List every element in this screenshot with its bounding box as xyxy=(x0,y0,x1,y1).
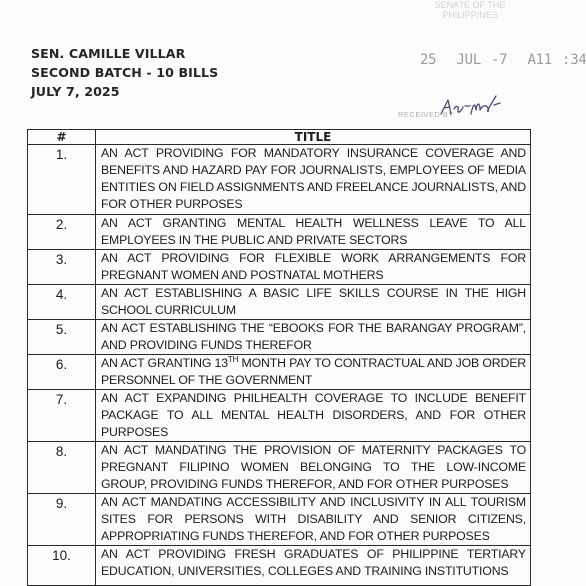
bill-title: AN ACT MANDATING THE PROVISION OF MATERNITY PACKAGES TO PREGNANT FILIPINO WOMEN BELONGING TO THE LOW-INCOME GROUP, PROVIDING FUNDS THEREFOR, AND FOR OTHER PURPOSES xyxy=(96,442,531,494)
column-header-title: TITLE xyxy=(96,130,531,145)
table-row xyxy=(28,320,531,355)
bill-number: 9. xyxy=(28,494,96,546)
document-date: JULY 7, 2025 xyxy=(31,84,120,99)
table-row xyxy=(28,390,531,442)
document-header xyxy=(31,44,218,101)
table-row xyxy=(28,494,531,546)
bill-title: AN ACT ESTABLISHING THE “EBOOKS FOR THE BARANGAY PROGRAM”, AND PROVIDING FUNDS THEREFOR xyxy=(96,320,531,355)
column-header-number: # xyxy=(28,130,96,145)
bill-title: AN ACT PROVIDING FOR FLEXIBLE WORK ARRANGEMENTS FOR PREGNANT WOMEN AND POSTNATAL MOTHERS xyxy=(96,250,531,285)
bill-number: 3. xyxy=(28,250,96,285)
bill-title: AN ACT EXPANDING PHILHEALTH COVERAGE TO INCLUDE BENEFIT PACKAGE TO ALL MENTAL HEALTH DISORDERS, AND FOR OTHER PURPOSES xyxy=(96,390,531,442)
batch-label: SECOND BATCH - 10 BILLS xyxy=(31,65,219,80)
bill-title: AN ACT MANDATING ACCESSIBILITY AND INCLUSIVITY IN ALL TOURISM SITES FOR PERSONS WITH DISABILITY AND SENIOR CITIZENS, APPROPRIATING FUNDS THEREFOR, AND FOR OTHER PURPOSES xyxy=(96,494,531,546)
bill-title: AN ACT PROVIDING FRESH GRADUATES OF PHILIPPINE TERTIARY EDUCATION, UNIVERSITIES, COLLEGES AND TRAINING INSTITUTIONS xyxy=(96,546,531,586)
table-row xyxy=(28,546,531,586)
received-signature xyxy=(438,92,518,122)
bill-title-pre: AN ACT GRANTING 13 xyxy=(101,356,228,370)
table-row xyxy=(28,442,531,494)
bill-number: 4. xyxy=(28,285,96,320)
ordinal-suffix: TH xyxy=(227,354,239,364)
table-row xyxy=(28,285,531,320)
bill-number: 7. xyxy=(28,390,96,442)
bill-number: 6. xyxy=(28,355,96,390)
faded-receiving-stamp: SENATE OF THE PHILIPPINES xyxy=(434,0,506,20)
table-row xyxy=(28,355,531,390)
table-row xyxy=(28,145,531,215)
bill-number: 5. xyxy=(28,320,96,355)
bill-title-post: MONTH PAY TO CONTRACTUAL AND JOB ORDER PERSONNEL OF THE GOVERNMENT xyxy=(101,356,527,387)
bill-title: AN ACT ESTABLISHING A BASIC LIFE SKILLS COURSE IN THE HIGH SCHOOL CURRICULUM xyxy=(96,285,531,320)
received-stamp-datetime: 25 JUL -7 A11 :34 xyxy=(420,52,586,68)
table-row xyxy=(28,250,531,285)
bill-number: 2. xyxy=(28,215,96,250)
bill-number: 1. xyxy=(28,145,96,215)
bill-title: AN ACT GRANTING MENTAL HEALTH WELLNESS LEAVE TO ALL EMPLOYEES IN THE PUBLIC AND PRIVATE SECTORS xyxy=(96,215,531,250)
table-row xyxy=(28,215,531,250)
bills-table xyxy=(27,129,531,586)
bill-title: AN ACT PROVIDING FOR MANDATORY INSURANCE COVERAGE AND BENEFITS AND HAZARD PAY FOR JOURNALISTS, EMPLOYEES OF MEDIA ENTITIES ON FIELD ASSIGNMENTS AND FREELANCE JOURNALISTS, AND FOR OTHER PURPOSES xyxy=(96,145,531,215)
bill-number: 8. xyxy=(28,442,96,494)
bill-number: 10. xyxy=(28,546,96,586)
bill-title xyxy=(96,355,531,390)
senator-name: SEN. CAMILLE VILLAR xyxy=(31,46,186,61)
received-by-label: RECEIVED BY xyxy=(398,110,454,119)
table-header-row xyxy=(28,130,531,145)
